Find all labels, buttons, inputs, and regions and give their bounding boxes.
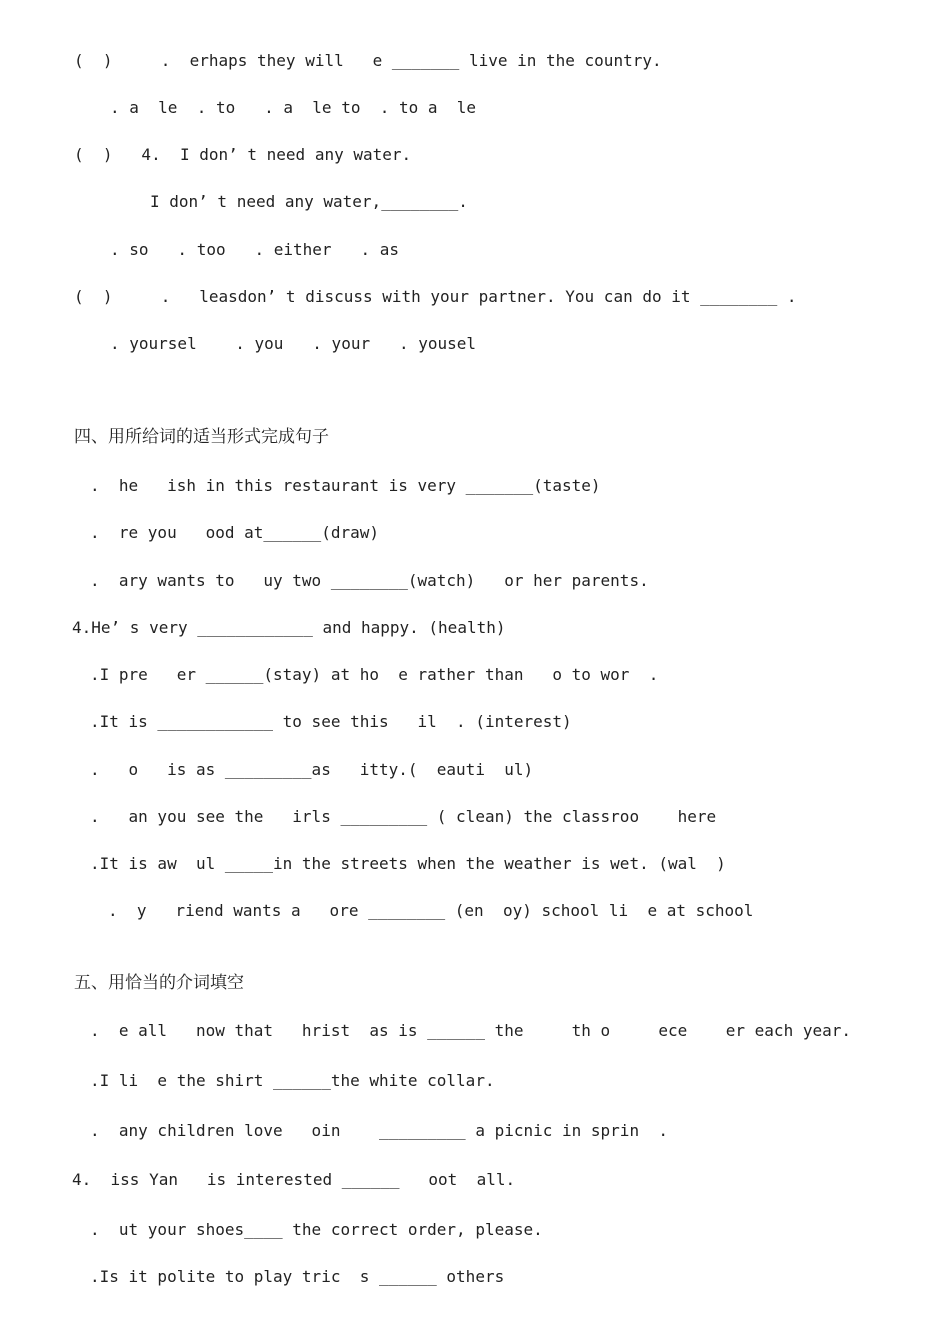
section-4-item-5: .I pre er ______(stay) at ho e rather than o to wor . <box>90 665 659 684</box>
section-4-item-7: . o is as _________as itty.( eauti ul) <box>90 760 534 779</box>
question-4-options: . so . too . either . as <box>110 240 399 259</box>
question-4: ( ) 4. I don’ t need any water. <box>74 145 412 164</box>
section-5-item-5: . ut your shoes____ the correct order, please. <box>90 1220 543 1239</box>
section-4-item-2: . re you ood at______(draw) <box>90 523 379 542</box>
question-5: ( ) . leasdon’ t discuss with your partner. You can do it ________ . <box>74 287 797 306</box>
section-5-item-1: . e all now that hrist as is ______ the th o ece er each year. <box>90 1021 851 1040</box>
section-5-item-6: .Is it polite to play tric s ______ others <box>90 1267 505 1286</box>
section-4-item-6: .It is ____________ to see this il . (interest) <box>90 712 572 731</box>
section-4-item-1: . he ish in this restaurant is very _______(taste) <box>90 476 601 495</box>
question-3-options: . a le . to . a le to . to a le <box>110 98 477 117</box>
section-4-item-10: . y riend wants a ore ________ (en oy) school li e at school <box>108 901 754 920</box>
section-4-item-8: . an you see the irls _________ ( clean) the classroo here <box>90 807 717 826</box>
section-4-item-9: .It is aw ul _____in the streets when the weather is wet. (wal ) <box>90 854 726 873</box>
question-5-options: . yoursel . you . your . yousel <box>110 334 477 353</box>
question-3: ( ) . erhaps they will e _______ live in the country. <box>74 51 662 70</box>
section-5-item-3: . any children love oin _________ a picnic in sprin . <box>90 1121 668 1140</box>
section-5-item-2: .I li e the shirt ______the white collar. <box>90 1071 495 1090</box>
section-5-heading: 五、用恰当的介词填空 <box>74 973 244 993</box>
section-4-item-4: 4.He’ s very ____________ and happy. (health) <box>72 618 506 637</box>
section-5-item-4: 4. iss Yan is interested ______ oot all. <box>72 1170 516 1189</box>
question-4-sentence: I don’ t need any water,________. <box>150 192 468 211</box>
section-4-heading: 四、用所给词的适当形式完成句子 <box>74 427 329 447</box>
section-4-item-3: . ary wants to uy two ________(watch) or her parents. <box>90 571 649 590</box>
